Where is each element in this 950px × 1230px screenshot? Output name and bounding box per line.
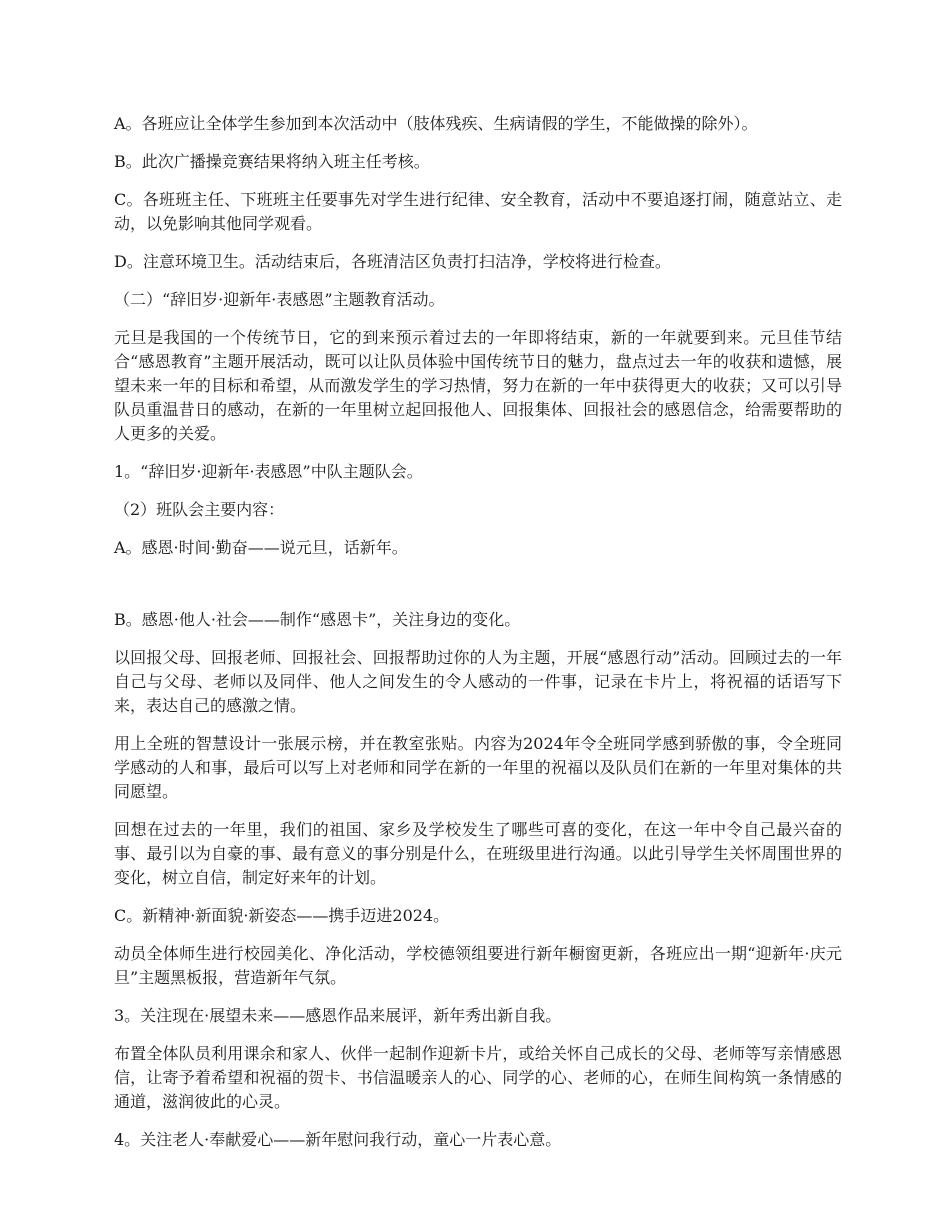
- paragraph-cards: 布置全体队员利用课余和家人、伙伴一起制作迎新卡片，或给关怀自己成长的父母、老师等写亲情感恩信，让寄予着希望和祝福的贺卡、书信温暖亲人的心、同学的心、老师的心，在师生间构筑一条情感的通道，滋润彼此的心灵。: [114, 1044, 842, 1111]
- paragraph-campus-beautify: 动员全体师生进行校园美化、净化活动，学校德领组要进行新年橱窗更新，各班应出一期“迎新年·庆元旦”主题黑板报，营造新年气氛。: [114, 944, 842, 987]
- item-b: B。感恩·他人·社会——制作“感恩卡”，关注身边的变化。: [114, 610, 521, 629]
- paragraph-rule-a: A。各班应让全体学生参加到本次活动中（肢体残疾、生病请假的学生，不能做操的除外）。: [114, 114, 758, 133]
- section-heading-2: （二）“辞旧岁·迎新年·表感恩”主题教育活动。: [114, 290, 445, 309]
- item-c: C。新精神·新面貌·新姿态——携手迈进2024。: [114, 906, 450, 925]
- paragraph-intro: 元旦是我国的一个传统节日，它的到来预示着过去的一年即将结束，新的一年就要到来。元旦佳节结合“感恩教育”主题开展活动，既可以让队员体验中国传统节日的魅力，盘点过去一年的收获和遗憾，展望未来一年的目标和希望，从而激发学生的学习热情，努力在新的一年中获得更大的收获；又可以引导队员重温昔日的感动，在新的一年里树立起回报他人、回报集体、回报社会的感恩信念，给需要帮助的人更多的关爱。: [114, 328, 842, 443]
- paragraph-rule-d: D。注意环境卫生。活动结束后，各班清洁区负责打扫洁净，学校将进行检查。: [114, 252, 671, 271]
- paragraph-rule-c: C。各班班主任、下班班主任要事先对学生进行纪律、安全教育，活动中不要追逐打闹，随意站立、走动，以免影响其他同学观看。: [114, 190, 842, 233]
- subheading-meeting-content: （2）班队会主要内容：: [114, 500, 285, 519]
- item-heading-4: 4。关注老人·奉献爱心——新年慰问我行动，童心一片表心意。: [114, 1130, 562, 1149]
- document-page: [114, 112, 842, 1166]
- blank-spacer: [114, 574, 842, 608]
- paragraph-display-board: 用上全班的智慧设计一张展示榜，并在教室张贴。内容为2024年令全班同学感到骄傲的事，令全班同学感动的人和事，最后可以写上对老师和同学在新的一年里的祝福以及队员们在新的一年里对集体的共同愿望。: [114, 734, 842, 801]
- paragraph-rule-b: B。此次广播操竞赛结果将纳入班主任考核。: [114, 152, 430, 171]
- paragraph-reflection: 回想在过去的一年里，我们的祖国、家乡及学校发生了哪些可喜的变化，在这一年中令自己最兴奋的事、最引以为自豪的事、最有意义的事分别是什么，在班级里进行沟通。以此引导学生关怀周围世界的变化，树立自信，制定好来年的计划。: [114, 820, 842, 887]
- item-a: A。感恩·时间·勤奋——说元旦，话新年。: [114, 538, 408, 557]
- item-heading-1: 1。“辞旧岁·迎新年·表感恩”中队主题队会。: [114, 462, 423, 481]
- paragraph-thanks-action: 以回报父母、回报老师、回报社会、回报帮助过你的人为主题，开展“感恩行动”活动。回顾过去的一年自己与父母、老师以及同伴、他人之间发生的令人感动的一件事，记录在卡片上，将祝福的话语写下来，表达自己的感激之情。: [114, 648, 842, 715]
- item-heading-3: 3。关注现在·展望未来——感恩作品来展评，新年秀出新自我。: [114, 1006, 562, 1025]
